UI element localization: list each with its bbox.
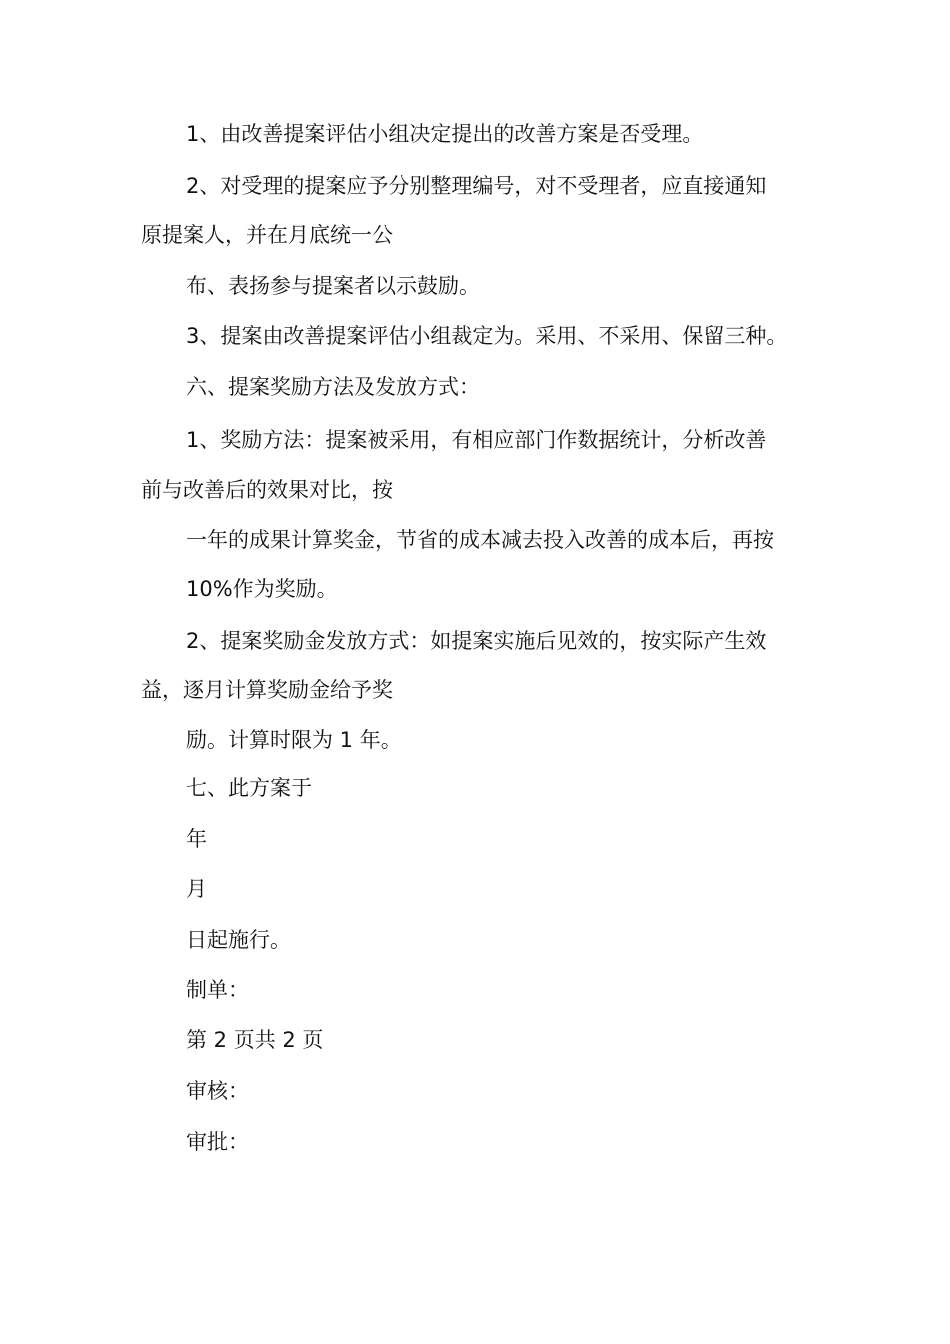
approved-by-label: 审批： <box>186 1130 249 1154</box>
reviewed-by-label: 审核： <box>186 1079 249 1103</box>
section-heading-6: 六、提案奖励方法及发放方式： <box>186 375 480 399</box>
page-number: 第 2 页共 2 页 <box>186 1028 324 1052</box>
section-heading-7: 七、此方案于 <box>186 776 312 800</box>
paragraph-line-4: 布、表扬参与提案者以示鼓励。 <box>186 274 480 298</box>
paragraph-line-3: 原提案人，并在月底统一公 <box>141 223 393 247</box>
paragraph-line-8: 前与改善后的效果对比，按 <box>141 478 393 502</box>
paragraph-line-12: 益，逐月计算奖励金给予奖 <box>141 678 393 702</box>
date-month-line: 月 <box>186 877 207 901</box>
paragraph-line-9: 一年的成果计算奖金，节省的成本减去投入改善的成本后，再按 <box>186 528 774 552</box>
paragraph-line-10: 10%作为奖励。 <box>186 577 338 601</box>
paragraph-line-11: 2、提案奖励金发放方式：如提案实施后见效的，按实际产生效 <box>186 629 767 653</box>
paragraph-line-13: 励。计算时限为 1 年。 <box>186 728 402 752</box>
prepared-by-label: 制单： <box>186 978 249 1002</box>
date-year-line: 年 <box>186 827 207 851</box>
paragraph-line-2: 2、对受理的提案应予分别整理编号，对不受理者，应直接通知 <box>186 174 767 198</box>
paragraph-line-7: 1、奖励方法：提案被采用，有相应部门作数据统计，分析改善 <box>186 428 767 452</box>
date-day-line: 日起施行。 <box>186 928 291 952</box>
paragraph-line-5: 3、提案由改善提案评估小组裁定为。采用、不采用、保留三种。 <box>186 324 788 348</box>
paragraph-line-1: 1、由改善提案评估小组决定提出的改善方案是否受理。 <box>186 122 704 146</box>
